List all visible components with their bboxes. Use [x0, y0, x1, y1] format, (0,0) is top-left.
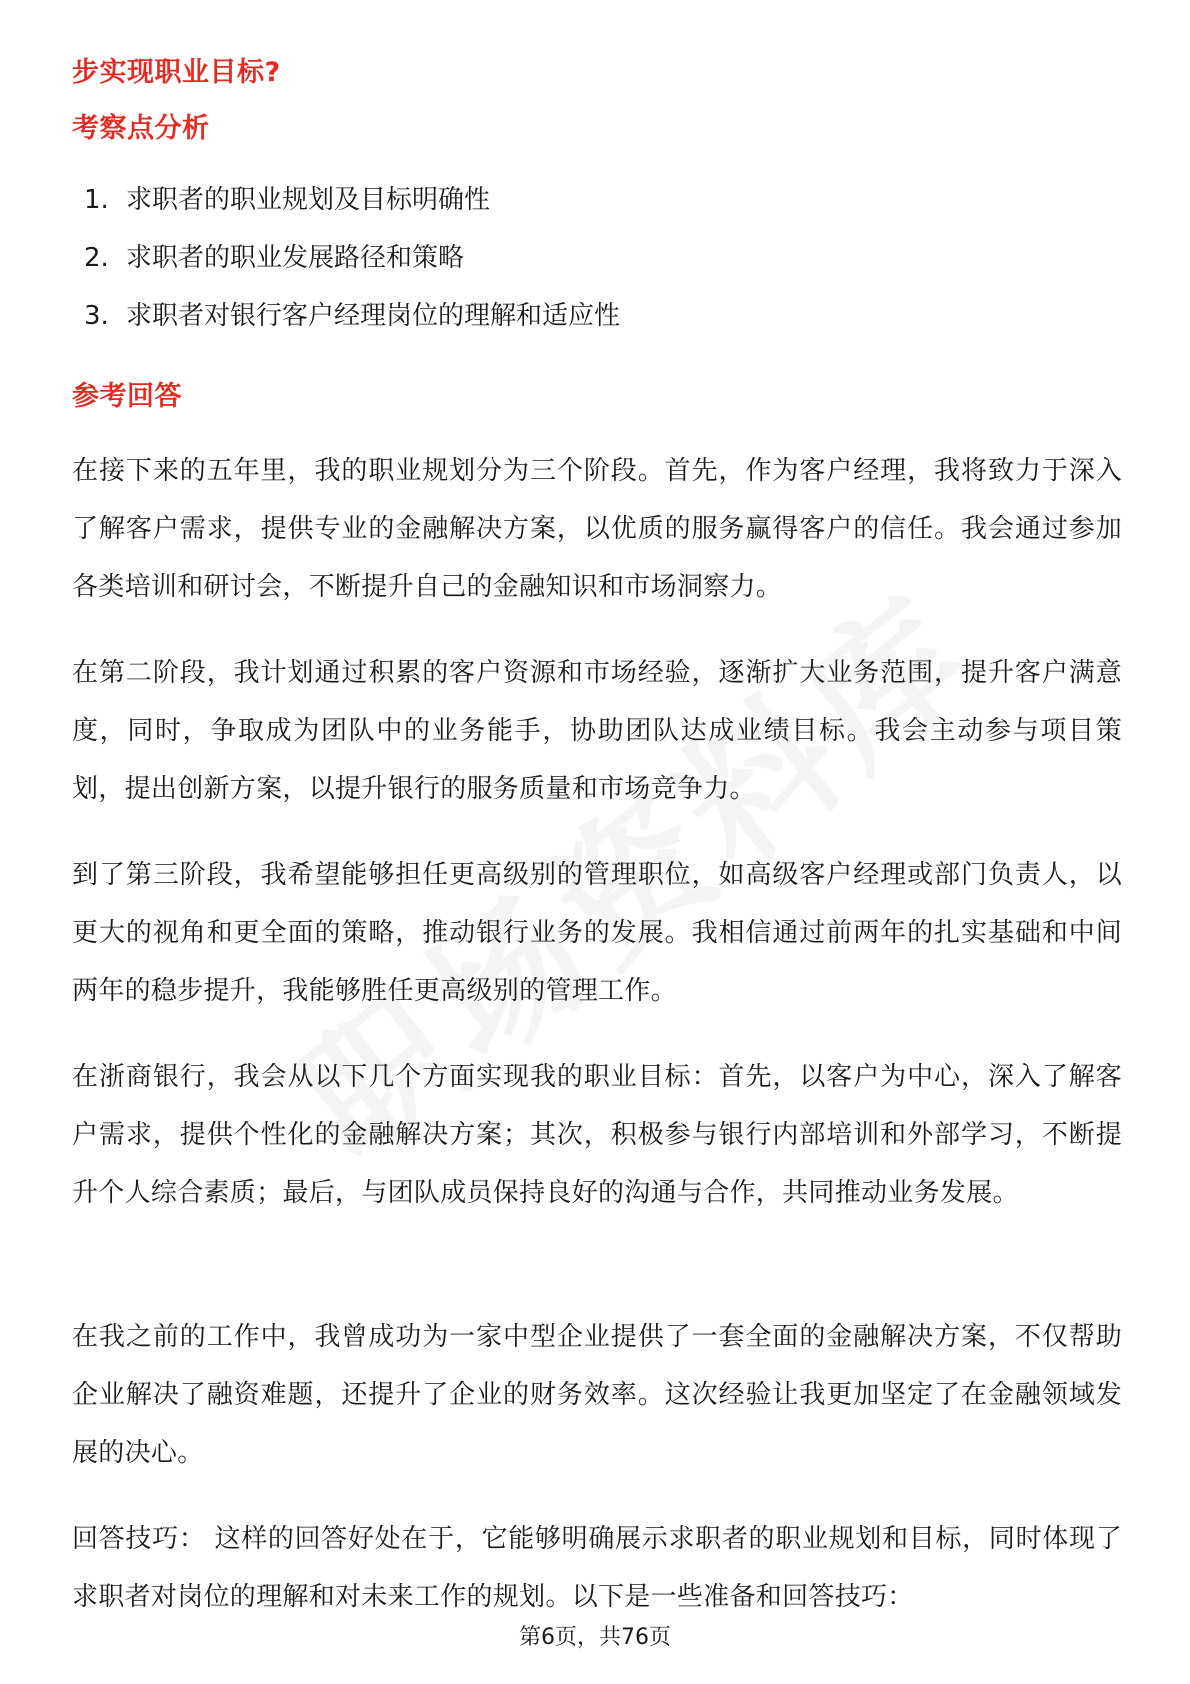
section-heading-analysis: 考察点分析 — [72, 113, 210, 144]
answer-paragraph: 在我之前的工作中，我曾成功为一家中型企业提供了一套全面的金融解决方案，不仅帮助企业解决了融资难题，还提升了企业的财务效率。这次经验让我更加坚定了在金融领域发展的决心。 — [72, 1322, 1122, 1468]
list-item-number: 3. — [84, 301, 109, 331]
answer-paragraph: 在接下来的五年里，我的职业规划分为三个阶段。首先，作为客户经理，我将致力于深入了解客户需求，提供专业的金融解决方案，以优质的服务赢得客户的信任。我会通过参加各类培训和研讨会，不断提升自己的金融知识和市场洞察力。 — [72, 456, 1122, 602]
answer-paragraph: 在第二阶段，我计划通过积累的客户资源和市场经验，逐渐扩大业务范围，提升客户满意度，同时，争取成为团队中的业务能手，协助团队达成业绩目标。我会主动参与项目策划，提出创新方案，以提升银行的服务质量和市场竞争力。 — [72, 658, 1122, 804]
list-item-text: 求职者的职业规划及目标明确性 — [126, 185, 491, 215]
analysis-points-list — [84, 184, 620, 358]
section-heading-reference: 参考回答 — [72, 381, 182, 412]
list-item-text: 求职者对银行客户经理岗位的理解和适应性 — [126, 301, 621, 331]
list-item-number: 2. — [84, 243, 109, 273]
list-item — [84, 300, 620, 358]
answer-tips-paragraph: 回答技巧： 这样的回答好处在于，它能够明确展示求职者的职业规划和目标，同时体现了求职者对岗位的理解和对未来工作的规划。以下是一些准备和回答技巧： — [72, 1524, 1122, 1612]
list-item-text: 求职者的职业发展路径和策略 — [126, 243, 465, 273]
section-heading-top: 步实现职业目标? — [72, 57, 281, 88]
list-item — [84, 242, 620, 300]
list-item-number: 1. — [84, 185, 109, 215]
page-number: 第6页，共76页 — [519, 1625, 671, 1650]
list-item — [84, 184, 620, 242]
answer-paragraph: 到了第三阶段，我希望能够担任更高级别的管理职位，如高级客户经理或部门负责人，以更大的视角和更全面的策略，推动银行业务的发展。我相信通过前两年的扎实基础和中间两年的稳步提升，我能够胜任更高级别的管理工作。 — [72, 860, 1122, 1006]
answer-paragraph: 在浙商银行，我会从以下几个方面实现我的职业目标：首先，以客户为中心，深入了解客户需求，提供个性化的金融解决方案；其次，积极参与银行内部培训和外部学习，不断提升个人综合素质；最后，与团队成员保持良好的沟通与合作，共同推动业务发展。 — [72, 1062, 1122, 1208]
